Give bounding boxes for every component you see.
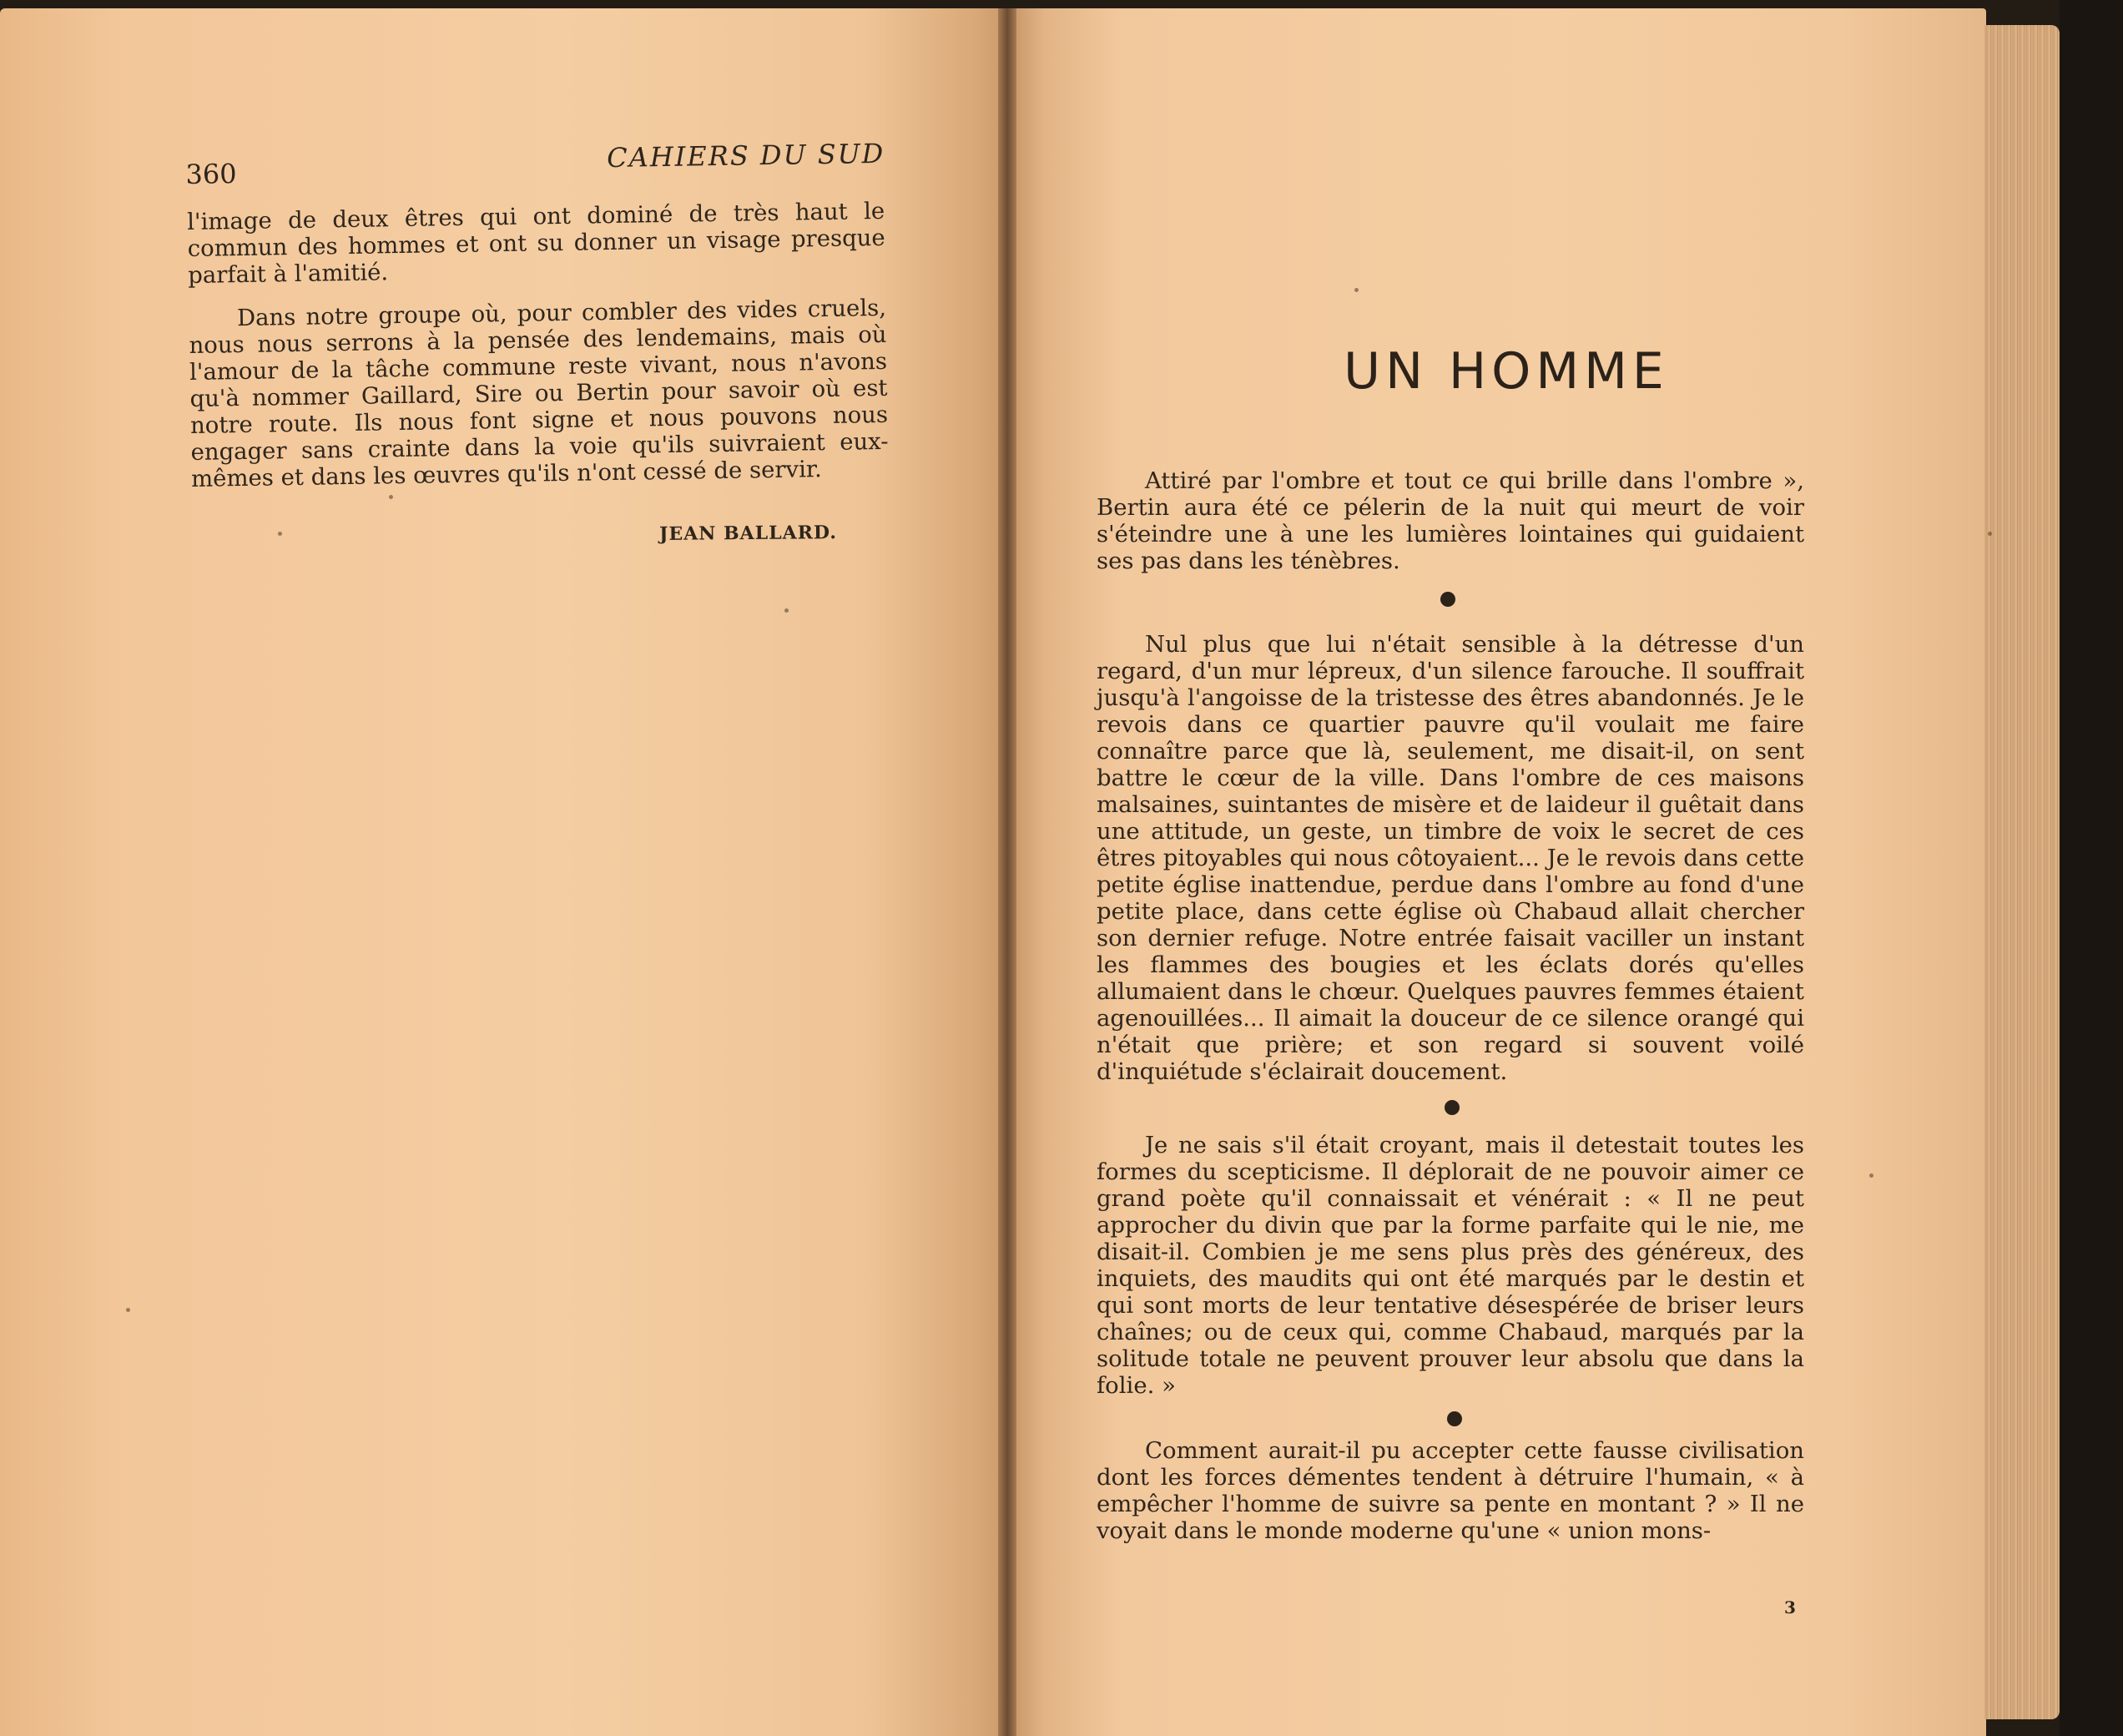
- page-number: 360: [185, 158, 237, 190]
- paragraph: Je ne sais s'il était croyant, mais il detestait toutes les formes du scepticisme. Il déplorait de ne pouvoir aimer ce grand poète qu'il connaissait et vénérait : « Il ne peut approcher du divin que par la forme parfaite qui le nie, me disait-il. Combien je me sens plus près des généreux, des inquiets, des maudits qui ont été marqués par le destin et qui sont morts de leur tentative désespérée de briser leurs chaînes; ou de ceux qui, comme Chabaud, marqués par la solitude totale ne peuvent prouver leur absolu que dans la folie. »: [1097, 1132, 1804, 1399]
- signature: JEAN BALLARD.: [658, 522, 838, 545]
- paper-speck: [784, 608, 789, 613]
- paragraph: Nul plus que lui n'était sensible à la détresse d'un regard, d'un mur lépreux, d'un silence farouche. Il souffrait jusqu'à l'angoisse de la tristesse des êtres abandonnés. Je le revois dans ce quartier pauvre qu'il voulait me faire connaître parce que là, seulement, me disait-il, on sent battre le cœur de la ville. Dans l'ombre de ces maisons malsaines, suintantes de misère et de laideur il guêtait dans une attitude, un geste, un timbre de voix le secret de ces êtres pitoyables qui nous côtoyaient... Je le revois dans cette petite église inattendue, perdue dans l'ombre au fond d'une petite place, dans cette église où Chabaud allait chercher son dernier refuge. Notre entrée faisait vaciller un instant les flammes des bougies et les éclats dorés qu'elles allumaient dans le chœur. Quelques pauvres femmes étaient agenouillées... Il aimait la douceur de ce silence orangé qui n'était que prière; et son regard si souvent voilé d'inquiétude s'éclairait doucement.: [1097, 631, 1804, 1085]
- background-edge: [2060, 0, 2123, 1736]
- book-gutter: [998, 8, 1016, 1736]
- paragraph: Dans notre groupe où, pour combler des vides cruels, nous nous serrons à la pensée des lendemains, mais où l'amour de la tâche commune reste vivant, nous n'avons qu'à nommer Gaillard, Sire ou Bertin pour savoir où est notre route. Ils nous font signe et nous pouvons nous engager sans crainte dans la voie qu'ils suivraient eux-mêmes et dans les œuvres qu'ils n'ont cessé de servir.: [189, 294, 889, 492]
- paper-speck: [1988, 532, 1992, 536]
- section-bullet: [1445, 1100, 1460, 1115]
- paragraph: Comment aurait-il pu accepter cette fausse civilisation dont les forces démentes tendent à détruire l'humain, « à empêcher l'homme de suivre sa pente en montant ? » Il ne voyait dans le monde moderne qu'une « union mons-: [1097, 1437, 1804, 1544]
- article-paragraph: [1097, 1132, 1804, 1416]
- journal-title: CAHIERS DU SUD: [606, 137, 885, 174]
- article-paragraph: [1097, 467, 1804, 591]
- paragraph: l'image de deux êtres qui ont dominé de très haut le commun des hommes et ont su donner un visage presque parfait à l'amitié.: [187, 197, 885, 289]
- section-bullet: [1447, 1411, 1462, 1426]
- section-bullet: [1440, 592, 1455, 607]
- page-edges: [1984, 25, 2060, 1719]
- signature-folio: 3: [1784, 1597, 1796, 1617]
- paper-speck: [389, 495, 393, 499]
- article-title: UN HOMME: [1344, 342, 1669, 401]
- article-paragraph: [1097, 1437, 1804, 1561]
- paragraph: Attiré par l'ombre et tout ce qui brille dans l'ombre », Bertin aura été ce pélerin de la nuit qui meurt de voir s'éteindre une à une les lumières lointaines qui guidaient ses pas dans les ténèbres.: [1097, 467, 1804, 574]
- article-paragraph: [1097, 631, 1804, 1102]
- paper-speck: [1354, 288, 1359, 292]
- paper-speck: [1869, 1173, 1873, 1178]
- left-page-text: [187, 198, 890, 509]
- paper-speck: [278, 532, 282, 536]
- paper-speck: [126, 1308, 130, 1312]
